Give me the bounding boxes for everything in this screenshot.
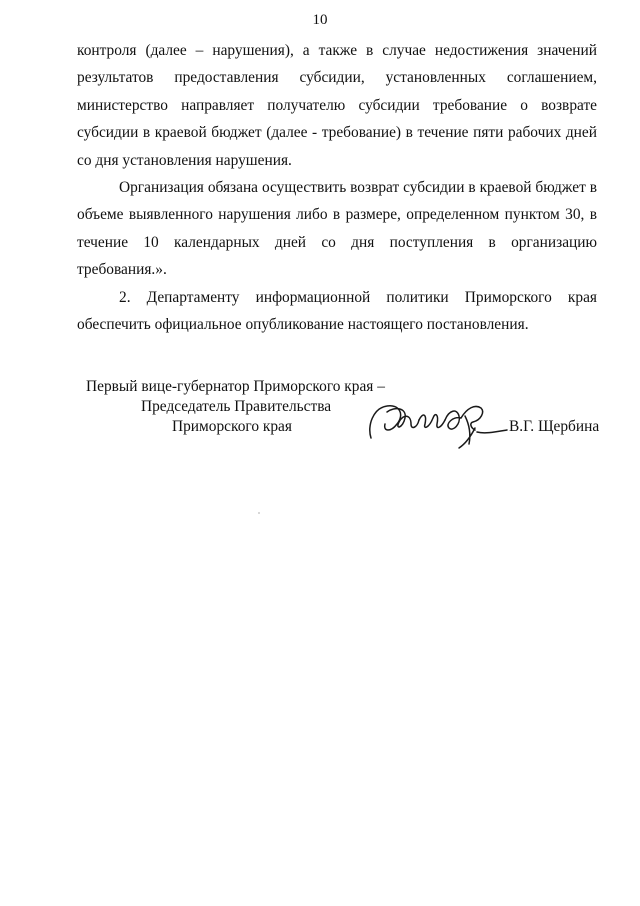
signatory-position-line3: Приморского края	[172, 418, 292, 435]
signatory-position-line1: Первый вице-губернатор Приморского края –	[86, 378, 385, 395]
document-body	[77, 37, 597, 338]
paragraph-publication-order: 2. Департаменту информационной политики Приморского края обеспечить официальное опубликование настоящего постановления.	[77, 288, 597, 334]
handwritten-signature	[365, 398, 510, 450]
paragraph-continuation: контроля (далее – нарушения), а также в случае недостижения значений результатов предоставления субсидии, установленных соглашением, министерство направляет получателю субсидии требование о возврате субсидии в краевой бюджет (далее - требование) в течение пяти рабочих дней со дня установления нарушения.	[77, 42, 597, 169]
paragraph-refund-obligation: Организация обязана осуществить возврат субсидии в краевой бюджет в объеме выявленного нарушения либо в размере, определенном пунктом 30, в течение 10 календарных дней со дня поступления в организацию требования.».	[77, 179, 597, 279]
signatory-name: В.Г. Щербина	[509, 418, 600, 435]
signature-block	[0, 376, 640, 446]
page-number: 10	[312, 12, 328, 28]
signatory-position-line2: Председатель Правительства	[141, 398, 332, 415]
scan-speck	[258, 512, 260, 514]
